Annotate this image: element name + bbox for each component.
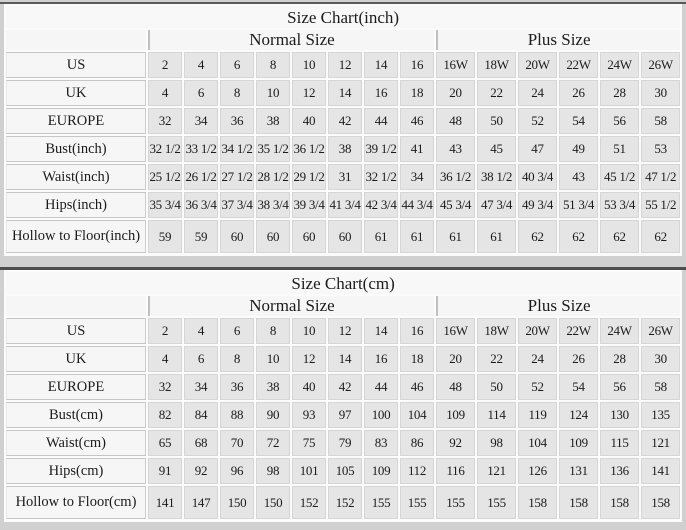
size-value-cell: 28 1/2 — [256, 164, 290, 190]
size-value-cell: 12 — [328, 52, 362, 78]
size-value-cell: 98 — [477, 430, 516, 456]
size-value-cell: 155 — [364, 486, 398, 519]
size-value-cell: 16 — [400, 318, 434, 344]
size-value-cell: 16 — [364, 80, 398, 106]
table-row — [6, 374, 680, 400]
size-value-cell: 36 — [220, 374, 254, 400]
size-value-cell: 58 — [641, 108, 680, 134]
size-value-cell: 136 — [600, 458, 639, 484]
size-value-cell: 20W — [518, 52, 557, 78]
size-value-cell: 46 — [400, 108, 434, 134]
size-value-cell: 38 — [256, 374, 290, 400]
size-value-cell: 26 — [559, 346, 598, 372]
size-value-cell: 152 — [292, 486, 326, 519]
size-value-cell: 18 — [400, 346, 434, 372]
size-value-cell: 16W — [436, 52, 475, 78]
size-value-cell: 8 — [220, 80, 254, 106]
size-value-cell: 158 — [641, 486, 680, 519]
size-value-cell: 158 — [600, 486, 639, 519]
row-label: US — [6, 318, 146, 344]
size-value-cell: 43 — [436, 136, 475, 162]
size-value-cell: 155 — [436, 486, 475, 519]
size-value-cell: 82 — [148, 402, 182, 428]
size-value-cell: 26 1/2 — [184, 164, 218, 190]
size-value-cell: 31 — [328, 164, 362, 190]
table-row — [6, 80, 680, 106]
table-row — [6, 486, 680, 519]
size-value-cell: 22W — [559, 318, 598, 344]
size-value-cell: 90 — [256, 402, 290, 428]
size-value-cell: 98 — [256, 458, 290, 484]
size-value-cell: 121 — [477, 458, 516, 484]
size-value-cell: 59 — [184, 220, 218, 253]
size-value-cell: 65 — [148, 430, 182, 456]
group-header-normal-size: Normal Size — [148, 30, 434, 50]
size-value-cell: 104 — [518, 430, 557, 456]
size-value-cell: 36 3/4 — [184, 192, 218, 218]
size-value-cell: 26W — [641, 318, 680, 344]
size-value-cell: 18 — [400, 80, 434, 106]
size-value-cell: 6 — [184, 346, 218, 372]
size-value-cell: 35 1/2 — [256, 136, 290, 162]
size-value-cell: 51 3/4 — [559, 192, 598, 218]
row-label: UK — [6, 80, 146, 106]
size-value-cell: 126 — [518, 458, 557, 484]
size-value-cell: 152 — [328, 486, 362, 519]
size-value-cell: 39 3/4 — [292, 192, 326, 218]
size-value-cell: 88 — [220, 402, 254, 428]
size-value-cell: 8 — [256, 318, 290, 344]
size-value-cell: 72 — [256, 430, 290, 456]
size-value-cell: 121 — [641, 430, 680, 456]
size-value-cell: 4 — [148, 346, 182, 372]
size-value-cell: 50 — [477, 374, 516, 400]
size-chart-inch-table — [4, 4, 682, 255]
size-value-cell: 62 — [559, 220, 598, 253]
size-value-cell: 112 — [400, 458, 434, 484]
size-value-cell: 42 — [328, 108, 362, 134]
size-value-cell: 54 — [559, 108, 598, 134]
size-value-cell: 93 — [292, 402, 326, 428]
size-value-cell: 105 — [328, 458, 362, 484]
group-header-row — [6, 30, 680, 50]
table-row — [6, 108, 680, 134]
size-value-cell: 14 — [328, 346, 362, 372]
size-value-cell: 100 — [364, 402, 398, 428]
size-value-cell: 14 — [364, 318, 398, 344]
row-label: UK — [6, 346, 146, 372]
size-value-cell: 6 — [220, 52, 254, 78]
size-value-cell: 24 — [518, 80, 557, 106]
size-value-cell: 61 — [436, 220, 475, 253]
size-value-cell: 47 3/4 — [477, 192, 516, 218]
size-value-cell: 60 — [292, 220, 326, 253]
size-value-cell: 141 — [641, 458, 680, 484]
size-value-cell: 2 — [148, 52, 182, 78]
size-value-cell: 45 3/4 — [436, 192, 475, 218]
row-label: Waist(inch) — [6, 164, 146, 190]
row-label: US — [6, 52, 146, 78]
size-value-cell: 18W — [477, 52, 516, 78]
size-value-cell: 22 — [477, 80, 516, 106]
size-value-cell: 62 — [641, 220, 680, 253]
size-value-cell: 79 — [328, 430, 362, 456]
row-label: Bust(cm) — [6, 402, 146, 428]
table-title: Size Chart(inch) — [6, 6, 680, 28]
size-value-cell: 101 — [292, 458, 326, 484]
size-value-cell: 61 — [477, 220, 516, 253]
size-value-cell: 53 3/4 — [600, 192, 639, 218]
size-value-cell: 24W — [600, 318, 639, 344]
size-chart-inch-block — [0, 2, 686, 256]
size-value-cell: 141 — [148, 486, 182, 519]
size-value-cell: 35 3/4 — [148, 192, 182, 218]
size-value-cell: 44 — [364, 108, 398, 134]
size-value-cell: 91 — [148, 458, 182, 484]
size-value-cell: 24W — [600, 52, 639, 78]
size-value-cell: 16 — [364, 346, 398, 372]
size-value-cell: 41 3/4 — [328, 192, 362, 218]
size-value-cell: 96 — [220, 458, 254, 484]
size-value-cell: 130 — [600, 402, 639, 428]
size-value-cell: 83 — [364, 430, 398, 456]
size-value-cell: 109 — [436, 402, 475, 428]
size-value-cell: 44 — [364, 374, 398, 400]
size-value-cell: 61 — [400, 220, 434, 253]
size-value-cell: 53 — [641, 136, 680, 162]
size-chart-cm-block — [0, 267, 686, 522]
table-row — [6, 52, 680, 78]
size-value-cell: 155 — [400, 486, 434, 519]
size-value-cell: 109 — [364, 458, 398, 484]
size-value-cell: 104 — [400, 402, 434, 428]
size-value-cell: 6 — [220, 318, 254, 344]
size-value-cell: 60 — [328, 220, 362, 253]
size-value-cell: 10 — [292, 52, 326, 78]
row-label: Hollow to Floor(inch) — [6, 220, 146, 253]
size-value-cell: 4 — [148, 80, 182, 106]
size-value-cell: 34 — [184, 108, 218, 134]
size-value-cell: 38 1/2 — [477, 164, 516, 190]
size-value-cell: 45 1/2 — [600, 164, 639, 190]
size-value-cell: 32 1/2 — [148, 136, 182, 162]
size-value-cell: 61 — [364, 220, 398, 253]
size-value-cell: 40 — [292, 108, 326, 134]
size-value-cell: 47 1/2 — [641, 164, 680, 190]
size-value-cell: 43 — [559, 164, 598, 190]
table-row — [6, 164, 680, 190]
row-label: Waist(cm) — [6, 430, 146, 456]
row-label: Hips(inch) — [6, 192, 146, 218]
size-value-cell: 36 — [220, 108, 254, 134]
size-value-cell: 32 — [148, 374, 182, 400]
size-value-cell: 4 — [184, 52, 218, 78]
size-value-cell: 54 — [559, 374, 598, 400]
size-value-cell: 34 1/2 — [220, 136, 254, 162]
size-value-cell: 97 — [328, 402, 362, 428]
size-value-cell: 58 — [641, 374, 680, 400]
size-value-cell: 20 — [436, 346, 475, 372]
size-value-cell: 135 — [641, 402, 680, 428]
size-value-cell: 59 — [148, 220, 182, 253]
table-row — [6, 136, 680, 162]
size-chart-cm-table — [4, 270, 682, 521]
size-value-cell: 56 — [600, 374, 639, 400]
size-value-cell: 10 — [292, 318, 326, 344]
size-value-cell: 150 — [256, 486, 290, 519]
row-label: EUROPE — [6, 108, 146, 134]
table-row — [6, 402, 680, 428]
row-label: Bust(inch) — [6, 136, 146, 162]
title-row — [6, 272, 680, 294]
size-value-cell: 20 — [436, 80, 475, 106]
size-value-cell: 18W — [477, 318, 516, 344]
size-value-cell: 40 — [292, 374, 326, 400]
size-value-cell: 48 — [436, 374, 475, 400]
size-value-cell: 16W — [436, 318, 475, 344]
size-value-cell: 26 — [559, 80, 598, 106]
size-value-cell: 30 — [641, 80, 680, 106]
size-value-cell: 38 — [328, 136, 362, 162]
row-label: Hollow to Floor(cm) — [6, 486, 146, 519]
title-row — [6, 6, 680, 28]
size-value-cell: 38 — [256, 108, 290, 134]
corner-cell — [6, 30, 146, 50]
size-value-cell: 48 — [436, 108, 475, 134]
size-value-cell: 49 3/4 — [518, 192, 557, 218]
size-value-cell: 12 — [328, 318, 362, 344]
group-header-plus-size: Plus Size — [436, 296, 680, 316]
size-value-cell: 56 — [600, 108, 639, 134]
size-value-cell: 115 — [600, 430, 639, 456]
size-value-cell: 52 — [518, 108, 557, 134]
size-value-cell: 29 1/2 — [292, 164, 326, 190]
size-value-cell: 14 — [364, 52, 398, 78]
size-value-cell: 86 — [400, 430, 434, 456]
size-value-cell: 49 — [559, 136, 598, 162]
size-value-cell: 33 1/2 — [184, 136, 218, 162]
size-value-cell: 62 — [600, 220, 639, 253]
size-value-cell: 47 — [518, 136, 557, 162]
size-value-cell: 32 — [148, 108, 182, 134]
size-value-cell: 6 — [184, 80, 218, 106]
row-label: Hips(cm) — [6, 458, 146, 484]
size-value-cell: 75 — [292, 430, 326, 456]
size-value-cell: 37 3/4 — [220, 192, 254, 218]
size-value-cell: 42 — [328, 374, 362, 400]
size-value-cell: 38 3/4 — [256, 192, 290, 218]
size-value-cell: 68 — [184, 430, 218, 456]
size-value-cell: 10 — [256, 346, 290, 372]
size-value-cell: 20W — [518, 318, 557, 344]
size-value-cell: 2 — [148, 318, 182, 344]
size-value-cell: 34 — [184, 374, 218, 400]
size-value-cell: 84 — [184, 402, 218, 428]
size-value-cell: 4 — [184, 318, 218, 344]
size-value-cell: 12 — [292, 80, 326, 106]
size-value-cell: 40 3/4 — [518, 164, 557, 190]
table-row — [6, 192, 680, 218]
size-value-cell: 10 — [256, 80, 290, 106]
size-value-cell: 155 — [477, 486, 516, 519]
size-value-cell: 51 — [600, 136, 639, 162]
table-row — [6, 458, 680, 484]
size-value-cell: 16 — [400, 52, 434, 78]
size-value-cell: 44 3/4 — [400, 192, 434, 218]
size-value-cell: 46 — [400, 374, 434, 400]
row-label: EUROPE — [6, 374, 146, 400]
size-value-cell: 62 — [518, 220, 557, 253]
size-value-cell: 8 — [256, 52, 290, 78]
size-value-cell: 28 — [600, 346, 639, 372]
size-value-cell: 50 — [477, 108, 516, 134]
size-value-cell: 116 — [436, 458, 475, 484]
size-value-cell: 131 — [559, 458, 598, 484]
size-value-cell: 119 — [518, 402, 557, 428]
size-chart-cm-sheet — [4, 270, 682, 522]
corner-cell — [6, 296, 146, 316]
size-value-cell: 92 — [184, 458, 218, 484]
size-value-cell: 158 — [518, 486, 557, 519]
size-value-cell: 92 — [436, 430, 475, 456]
size-value-cell: 158 — [559, 486, 598, 519]
size-value-cell: 22W — [559, 52, 598, 78]
size-value-cell: 36 1/2 — [436, 164, 475, 190]
size-value-cell: 60 — [220, 220, 254, 253]
size-value-cell: 147 — [184, 486, 218, 519]
size-value-cell: 45 — [477, 136, 516, 162]
size-value-cell: 25 1/2 — [148, 164, 182, 190]
size-value-cell: 28 — [600, 80, 639, 106]
size-value-cell: 109 — [559, 430, 598, 456]
size-value-cell: 42 3/4 — [364, 192, 398, 218]
size-value-cell: 70 — [220, 430, 254, 456]
size-value-cell: 124 — [559, 402, 598, 428]
size-value-cell: 36 1/2 — [292, 136, 326, 162]
size-value-cell: 12 — [292, 346, 326, 372]
group-header-row — [6, 296, 680, 316]
size-value-cell: 55 1/2 — [641, 192, 680, 218]
table-title: Size Chart(cm) — [6, 272, 680, 294]
table-row — [6, 346, 680, 372]
size-value-cell: 41 — [400, 136, 434, 162]
size-value-cell: 27 1/2 — [220, 164, 254, 190]
size-value-cell: 8 — [220, 346, 254, 372]
table-row — [6, 220, 680, 253]
table-row — [6, 318, 680, 344]
group-header-plus-size: Plus Size — [436, 30, 680, 50]
group-header-normal-size: Normal Size — [148, 296, 434, 316]
size-value-cell: 22 — [477, 346, 516, 372]
size-value-cell: 60 — [256, 220, 290, 253]
size-chart-inch-sheet — [4, 4, 682, 256]
size-value-cell: 32 1/2 — [364, 164, 398, 190]
size-value-cell: 30 — [641, 346, 680, 372]
size-value-cell: 114 — [477, 402, 516, 428]
size-value-cell: 26W — [641, 52, 680, 78]
size-value-cell: 39 1/2 — [364, 136, 398, 162]
size-value-cell: 14 — [328, 80, 362, 106]
size-value-cell: 34 — [400, 164, 434, 190]
size-value-cell: 150 — [220, 486, 254, 519]
size-value-cell: 24 — [518, 346, 557, 372]
size-value-cell: 52 — [518, 374, 557, 400]
table-row — [6, 430, 680, 456]
